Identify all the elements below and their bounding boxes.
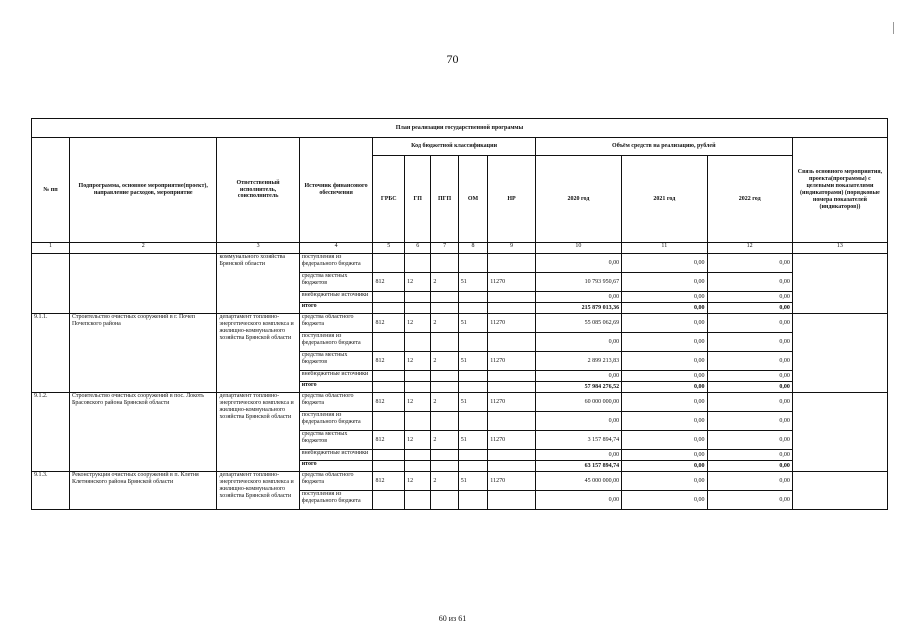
funding-source-cell: средства областного бюджета — [299, 393, 373, 412]
col-header-gp: ГП — [405, 156, 431, 243]
col-header-name: Подпрограмма, основное мероприятие(проект), направление расходов, мероприятие — [69, 138, 217, 243]
om-cell: 51 — [458, 273, 488, 292]
col-header-2021: 2021 год — [622, 156, 707, 243]
table-row — [32, 254, 888, 273]
gp-cell — [405, 292, 431, 303]
grbs-cell — [373, 450, 405, 461]
item-number-cell — [32, 254, 70, 314]
table-row — [32, 393, 888, 412]
gp-cell — [405, 254, 431, 273]
gp-cell — [405, 371, 431, 382]
grbs-cell — [373, 491, 405, 510]
om-cell: 51 — [458, 314, 488, 333]
column-number: 13 — [792, 243, 887, 254]
amount-2020-cell: 63 157 894,74 — [535, 461, 621, 472]
amount-2021-cell: 0,00 — [622, 352, 707, 371]
grbs-cell — [373, 254, 405, 273]
amount-2022-cell: 0,00 — [707, 292, 792, 303]
grbs-cell — [373, 303, 405, 314]
amount-2021-cell: 0,00 — [622, 412, 707, 431]
pgp-cell — [431, 254, 458, 273]
column-number: 12 — [707, 243, 792, 254]
amount-2021-cell: 0,00 — [622, 393, 707, 412]
responsible-cell: департамент топливно-энергетического комплекса и жилищно-коммунального хозяйства Брянской области — [217, 393, 299, 472]
table-body — [32, 254, 888, 510]
nr-cell — [488, 371, 535, 382]
column-number: 10 — [535, 243, 621, 254]
amount-2020-cell: 55 085 062,69 — [535, 314, 621, 333]
item-name-cell: Реконструкция очистных сооружений в п. Клетня Клетнянского района Брянской области — [69, 472, 217, 510]
funding-source-cell: внебюджетные источники — [299, 292, 373, 303]
col-header-link: Связь основного мероприятия, проекта(программы) с целевыми показателями (индикаторами) (порядковые номера показателей (индикаторов)) — [792, 138, 887, 243]
amount-2020-cell: 10 793 950,67 — [535, 273, 621, 292]
nr-cell: 11270 — [488, 352, 535, 371]
item-name-cell: Строительство очистных сооружений в г. Почеп Почепского района — [69, 314, 217, 393]
amount-2021-cell: 0,00 — [622, 491, 707, 510]
funding-source-cell: итого — [299, 461, 373, 472]
amount-2021-cell: 0,00 — [622, 292, 707, 303]
item-name-cell — [69, 254, 217, 314]
nr-cell — [488, 450, 535, 461]
amount-2020-cell: 45 000 000,00 — [535, 472, 621, 491]
pgp-cell — [431, 491, 458, 510]
nr-cell — [488, 292, 535, 303]
amount-2021-cell: 0,00 — [622, 333, 707, 352]
amount-2021-cell: 0,00 — [622, 461, 707, 472]
om-cell — [458, 412, 488, 431]
column-number: 8 — [458, 243, 488, 254]
funding-source-cell: средства областного бюджета — [299, 314, 373, 333]
pgp-cell: 2 — [431, 431, 458, 450]
item-number-cell: 9.1.2. — [32, 393, 70, 472]
amount-2022-cell: 0,00 — [707, 431, 792, 450]
grbs-cell — [373, 292, 405, 303]
col-header-grbs: ГРБС — [373, 156, 405, 243]
grbs-cell: 812 — [373, 352, 405, 371]
item-name-cell: Строительство очистных сооружений в пос. Локоть Брасовского района Брянской области — [69, 393, 217, 472]
pgp-cell — [431, 382, 458, 393]
om-cell — [458, 461, 488, 472]
amount-2021-cell: 0,00 — [622, 450, 707, 461]
nr-cell — [488, 254, 535, 273]
amount-2022-cell: 0,00 — [707, 472, 792, 491]
indicator-link-cell — [792, 314, 887, 393]
column-number: 1 — [32, 243, 70, 254]
nr-cell — [488, 412, 535, 431]
column-number: 4 — [299, 243, 373, 254]
pgp-cell — [431, 412, 458, 431]
gp-cell — [405, 333, 431, 352]
pgp-cell: 2 — [431, 273, 458, 292]
gp-cell: 12 — [405, 273, 431, 292]
column-number: 6 — [405, 243, 431, 254]
pgp-cell — [431, 292, 458, 303]
om-cell — [458, 303, 488, 314]
grbs-cell — [373, 333, 405, 352]
funding-source-cell: поступления из федерального бюджета — [299, 412, 373, 431]
item-number-cell: 9.1.1. — [32, 314, 70, 393]
column-number: 7 — [431, 243, 458, 254]
gp-cell: 12 — [405, 393, 431, 412]
funding-source-cell: внебюджетные источники — [299, 450, 373, 461]
col-header-om: ОМ — [458, 156, 488, 243]
gp-cell — [405, 303, 431, 314]
amount-2022-cell: 0,00 — [707, 333, 792, 352]
amount-2022-cell: 0,00 — [707, 303, 792, 314]
program-plan-table — [31, 118, 888, 510]
nr-cell — [488, 461, 535, 472]
amount-2022-cell: 0,00 — [707, 412, 792, 431]
funding-source-cell: средства областного бюджета — [299, 472, 373, 491]
amount-2021-cell: 0,00 — [622, 382, 707, 393]
page-number: 70 — [446, 52, 459, 66]
om-cell — [458, 254, 488, 273]
amount-2022-cell: 0,00 — [707, 371, 792, 382]
responsible-cell: департамент топливно-энергетического комплекса и жилищно-коммунального хозяйства Брянской области — [217, 472, 299, 510]
table-row — [32, 472, 888, 491]
grbs-cell: 812 — [373, 314, 405, 333]
om-cell: 51 — [458, 472, 488, 491]
funding-source-cell: внебюджетные источники — [299, 371, 373, 382]
grbs-cell: 812 — [373, 431, 405, 450]
nr-cell — [488, 333, 535, 352]
gp-cell — [405, 461, 431, 472]
column-number: 3 — [217, 243, 299, 254]
om-cell: 51 — [458, 431, 488, 450]
nr-cell: 11270 — [488, 314, 535, 333]
pgp-cell — [431, 371, 458, 382]
amount-2022-cell: 0,00 — [707, 393, 792, 412]
amount-2021-cell: 0,00 — [622, 314, 707, 333]
funding-source-cell: поступления из федерального бюджета — [299, 491, 373, 510]
pgp-cell — [431, 333, 458, 352]
responsible-cell: коммунального хозяйства Брянской области — [217, 254, 299, 314]
om-cell — [458, 491, 488, 510]
nr-cell: 11270 — [488, 472, 535, 491]
col-group-codes: Код бюджетной классификации — [373, 138, 535, 156]
funding-source-cell: поступления из федерального бюджета — [299, 254, 373, 273]
om-cell — [458, 292, 488, 303]
amount-2021-cell: 0,00 — [622, 371, 707, 382]
grbs-cell: 812 — [373, 472, 405, 491]
pgp-cell — [431, 450, 458, 461]
amount-2020-cell: 215 879 013,36 — [535, 303, 621, 314]
grbs-cell — [373, 382, 405, 393]
amount-2021-cell: 0,00 — [622, 472, 707, 491]
om-cell: 51 — [458, 352, 488, 371]
gp-cell — [405, 382, 431, 393]
nr-cell: 11270 — [488, 431, 535, 450]
nr-cell — [488, 491, 535, 510]
funding-source-cell: средства местных бюджетов — [299, 273, 373, 292]
amount-2021-cell: 0,00 — [622, 254, 707, 273]
amount-2022-cell: 0,00 — [707, 314, 792, 333]
amount-2020-cell: 0,00 — [535, 491, 621, 510]
nr-cell — [488, 382, 535, 393]
amount-2021-cell: 0,00 — [622, 431, 707, 450]
om-cell: 51 — [458, 393, 488, 412]
amount-2020-cell: 0,00 — [535, 412, 621, 431]
pgp-cell: 2 — [431, 352, 458, 371]
item-number-cell: 9.1.3. — [32, 472, 70, 510]
pgp-cell: 2 — [431, 472, 458, 491]
nr-cell — [488, 303, 535, 314]
column-numbers-row — [32, 243, 888, 254]
om-cell — [458, 450, 488, 461]
page-footer: 60 из 61 — [438, 614, 467, 623]
amount-2020-cell: 57 984 276,52 — [535, 382, 621, 393]
funding-source-cell: средства местных бюджетов — [299, 352, 373, 371]
pgp-cell: 2 — [431, 314, 458, 333]
responsible-cell: департамент топливно-энергетического комплекса и жилищно-коммунального хозяйства Брянской области — [217, 314, 299, 393]
amount-2020-cell: 0,00 — [535, 371, 621, 382]
pgp-cell: 2 — [431, 393, 458, 412]
col-group-volume: Объём средств на реализацию, рублей — [535, 138, 792, 156]
amount-2020-cell: 0,00 — [535, 450, 621, 461]
indicator-link-cell — [792, 393, 887, 472]
column-number: 2 — [69, 243, 217, 254]
om-cell — [458, 371, 488, 382]
grbs-cell: 812 — [373, 273, 405, 292]
col-header-responsible: Ответственный исполнитель, соисполнитель — [217, 138, 299, 243]
amount-2022-cell: 0,00 — [707, 382, 792, 393]
grbs-cell — [373, 371, 405, 382]
indicator-link-cell — [792, 472, 887, 510]
funding-source-cell: средства местных бюджетов — [299, 431, 373, 450]
amount-2022-cell: 0,00 — [707, 450, 792, 461]
amount-2020-cell: 3 157 894,74 — [535, 431, 621, 450]
column-number: 11 — [622, 243, 707, 254]
amount-2022-cell: 0,00 — [707, 352, 792, 371]
grbs-cell: 812 — [373, 393, 405, 412]
grbs-cell — [373, 461, 405, 472]
amount-2020-cell: 0,00 — [535, 333, 621, 352]
gp-cell — [405, 450, 431, 461]
funding-source-cell: поступления из федерального бюджета — [299, 333, 373, 352]
indicator-link-cell — [792, 254, 887, 314]
gp-cell: 12 — [405, 472, 431, 491]
gp-cell — [405, 491, 431, 510]
amount-2021-cell: 0,00 — [622, 273, 707, 292]
col-header-pgp: ПГП — [431, 156, 458, 243]
funding-source-cell: итого — [299, 303, 373, 314]
scan-edge-mark — [893, 22, 894, 34]
funding-source-cell: итого — [299, 382, 373, 393]
amount-2022-cell: 0,00 — [707, 254, 792, 273]
nr-cell: 11270 — [488, 393, 535, 412]
nr-cell: 11270 — [488, 273, 535, 292]
grbs-cell — [373, 412, 405, 431]
om-cell — [458, 333, 488, 352]
om-cell — [458, 382, 488, 393]
gp-cell: 12 — [405, 431, 431, 450]
amount-2022-cell: 0,00 — [707, 461, 792, 472]
gp-cell: 12 — [405, 314, 431, 333]
amount-2020-cell: 0,00 — [535, 254, 621, 273]
col-header-num: № пп — [32, 138, 70, 243]
gp-cell: 12 — [405, 352, 431, 371]
amount-2022-cell: 0,00 — [707, 273, 792, 292]
col-header-source: Источник финансового обеспечения — [299, 138, 373, 243]
amount-2020-cell: 2 899 213,83 — [535, 352, 621, 371]
table-row — [32, 314, 888, 333]
column-number: 5 — [373, 243, 405, 254]
col-header-2020: 2020 год — [535, 156, 621, 243]
amount-2020-cell: 60 000 000,00 — [535, 393, 621, 412]
amount-2022-cell: 0,00 — [707, 491, 792, 510]
column-number: 9 — [488, 243, 535, 254]
pgp-cell — [431, 461, 458, 472]
table-title: План реализации государственной программы — [32, 119, 888, 138]
gp-cell — [405, 412, 431, 431]
col-header-2022: 2022 год — [707, 156, 792, 243]
amount-2020-cell: 0,00 — [535, 292, 621, 303]
amount-2021-cell: 0,00 — [622, 303, 707, 314]
col-header-nr: НР — [488, 156, 535, 243]
pgp-cell — [431, 303, 458, 314]
